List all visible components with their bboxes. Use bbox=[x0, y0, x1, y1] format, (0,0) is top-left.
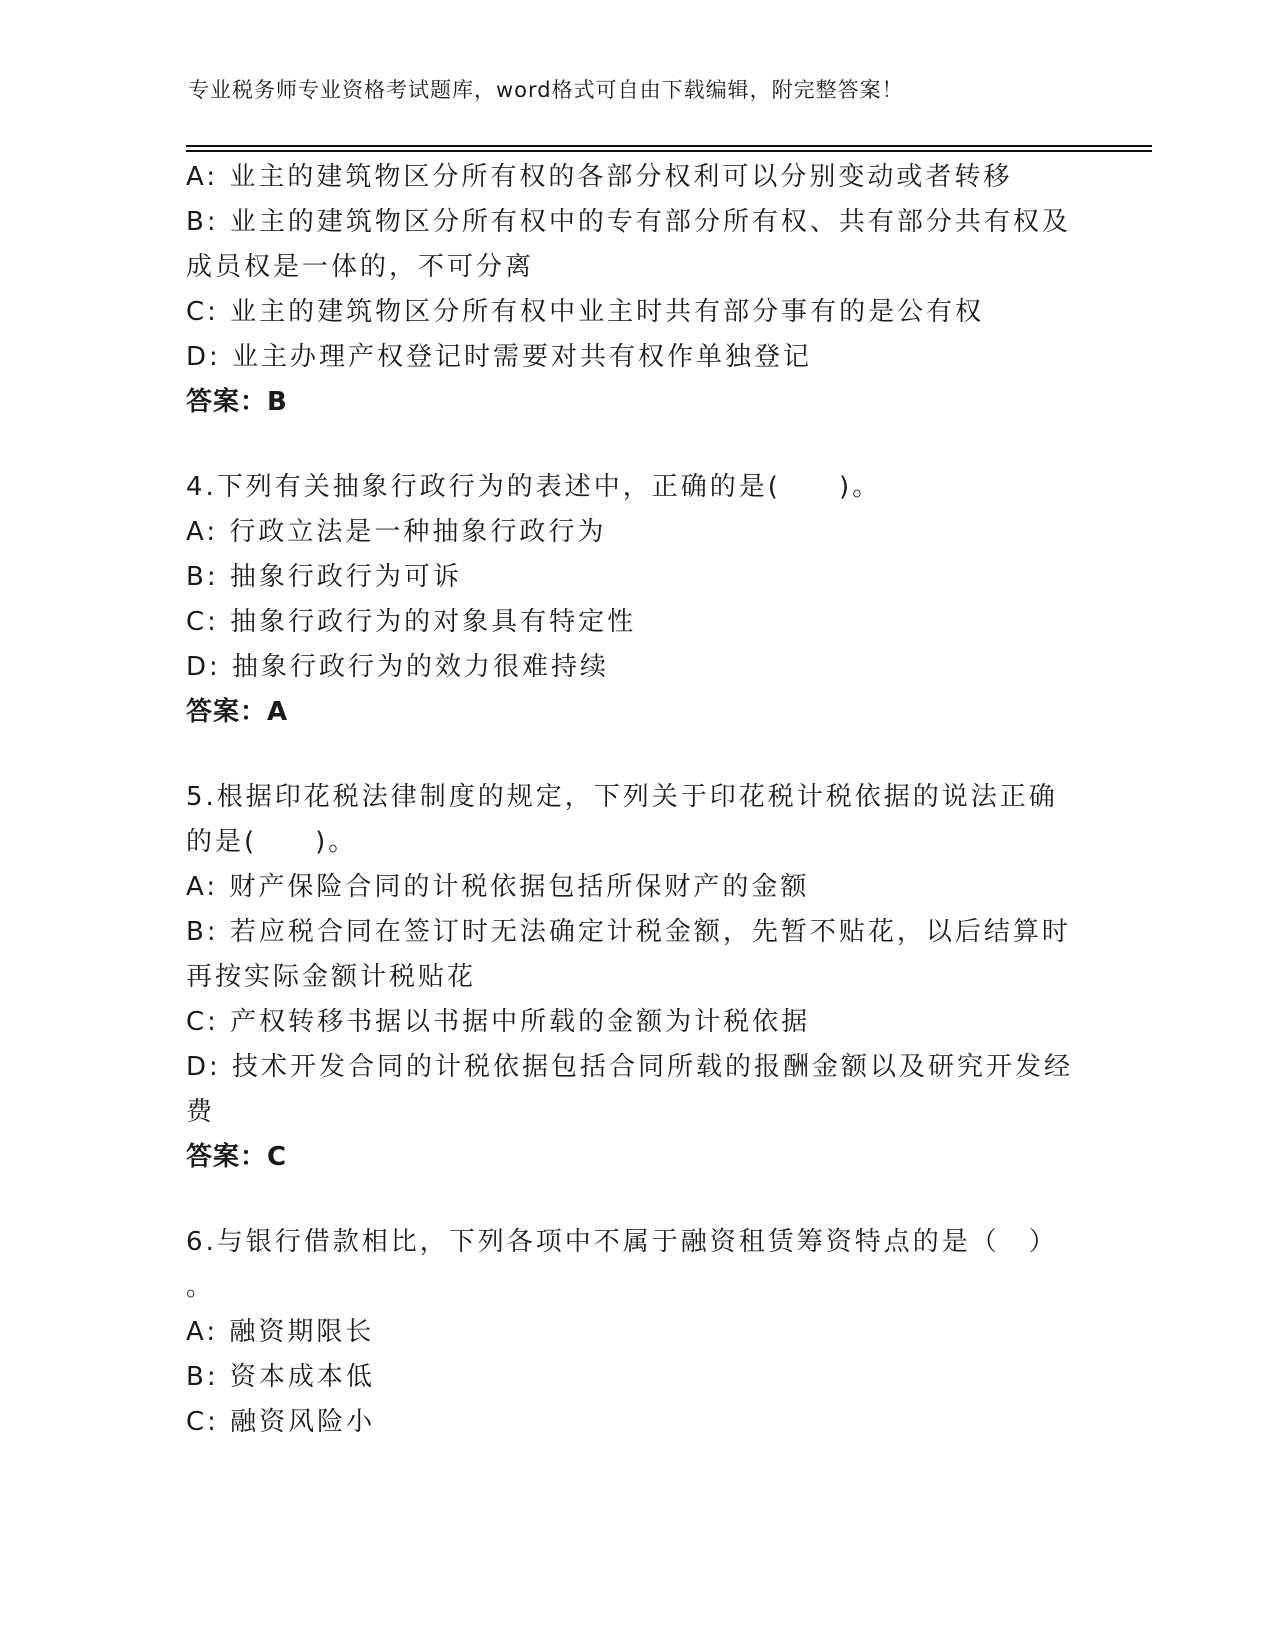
option-line: D: 业主办理产权登记时需要对共有权作单独登记 bbox=[186, 342, 813, 372]
page-header: 专业税务师专业资格考试题库，word格式可自由下载编辑，附完整答案！ bbox=[188, 78, 904, 102]
option-line: A: 业主的建筑物区分所有权的各部分权利可以分别变动或者转移 bbox=[186, 162, 1013, 192]
question-stem: 的是( )。 bbox=[186, 827, 358, 857]
option-line: 成员权是一体的，不可分离 bbox=[186, 252, 535, 282]
option-line: B: 抽象行政行为可诉 bbox=[186, 562, 462, 592]
question-6 bbox=[186, 1220, 1086, 1445]
option-line: C: 业主的建筑物区分所有权中业主时共有部分事有的是公有权 bbox=[186, 297, 985, 327]
answer-line: 答案：B bbox=[186, 387, 288, 417]
header-rule-bottom bbox=[186, 150, 1152, 152]
option-line: A: 财产保险合同的计税依据包括所保财产的金额 bbox=[186, 872, 810, 902]
option-line: D: 技术开发合同的计税依据包括合同所载的报酬金额以及研究开发经 bbox=[186, 1052, 1074, 1082]
header-rule-top bbox=[186, 145, 1152, 147]
option-line: A: 融资期限长 bbox=[186, 1317, 375, 1347]
option-line: B: 业主的建筑物区分所有权中的专有部分所有权、共有部分共有权及 bbox=[186, 207, 1071, 237]
question-stem: 4.下列有关抽象行政行为的表述中，正确的是( )。 bbox=[186, 472, 882, 502]
option-line: 再按实际金额计税贴花 bbox=[186, 962, 477, 992]
option-line: B: 资本成本低 bbox=[186, 1362, 375, 1392]
option-line: A: 行政立法是一种抽象行政行为 bbox=[186, 517, 607, 547]
question-3 bbox=[186, 155, 1086, 425]
answer-line: 答案：C bbox=[186, 1142, 288, 1172]
question-4 bbox=[186, 465, 1086, 735]
option-line: C: 抽象行政行为的对象具有特定性 bbox=[186, 607, 637, 637]
question-stem: 6.与银行借款相比，下列各项中不属于融资租赁筹资特点的是（ ） bbox=[186, 1227, 1058, 1257]
question-5 bbox=[186, 775, 1086, 1180]
option-line: B: 若应税合同在签订时无法确定计税金额，先暂不贴花，以后结算时 bbox=[186, 917, 1071, 947]
option-line: C: 产权转移书据以书据中所载的金额为计税依据 bbox=[186, 1007, 811, 1037]
option-line: D: 抽象行政行为的效力很难持续 bbox=[186, 652, 610, 682]
page-content bbox=[186, 155, 1086, 1445]
question-stem: 。 bbox=[186, 1272, 216, 1302]
option-line: C: 融资风险小 bbox=[186, 1407, 376, 1437]
question-stem: 5.根据印花税法律制度的规定，下列关于印花税计税依据的说法正确 bbox=[186, 782, 1058, 812]
answer-line: 答案：A bbox=[186, 697, 289, 727]
option-line: 费 bbox=[186, 1097, 216, 1127]
